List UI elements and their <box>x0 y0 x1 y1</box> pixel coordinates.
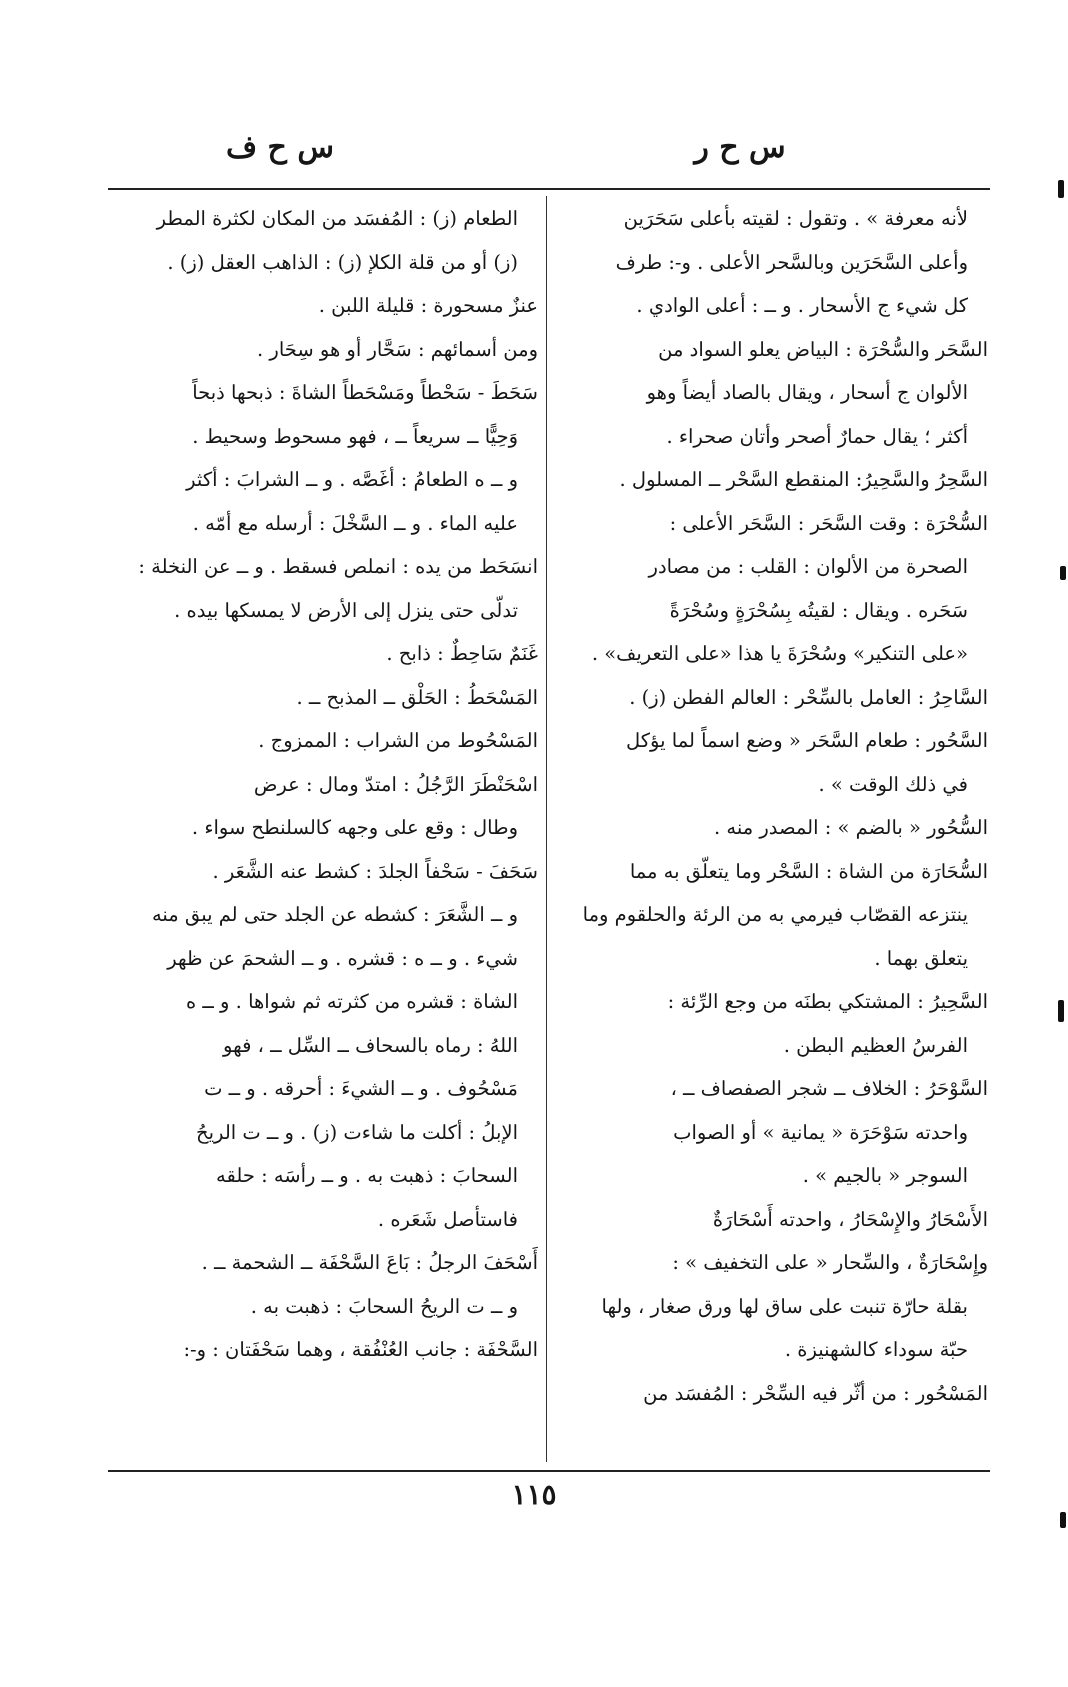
entry-line: أَسْحَفَ الرجلُ : بَاعَ السَّحْفَة ــ الشحمة ــ . <box>201 1251 538 1274</box>
entry-line: الطعام (ز) : المُفسَد من المكان لكثرة المطر <box>156 207 518 230</box>
entry-line: السَّحْفَة : جانب العُنْفُقة ، وهما سَحْفَتان : و-: <box>183 1338 538 1361</box>
entry-line: المَسْحُوط من الشراب : الممزوج . <box>258 729 538 752</box>
entry-line: وطال : وقع على وجهه كالسلنطح سواء . <box>191 816 518 839</box>
entry-line: السحابَ : ذهبت به . و ــ رأسَه : حلقه <box>216 1164 518 1187</box>
entry-line: السَّحُور : طعام السَّحَر « وضع اسماً لما يؤكل <box>626 729 988 752</box>
entry-line: السَّحَر والسُّحْرَة : البياض يعلو السواد من <box>658 337 988 361</box>
entry-line: الإبلُ : أكلت ما شاءت (ز) . و ــ ت الريحُ <box>196 1120 518 1144</box>
entry-line: و ــ ت الريحُ السحابَ : ذهبت به . <box>250 1294 518 1318</box>
margin-mark <box>1060 1512 1066 1528</box>
entry-line: (ز) أو من قلة الكلإ (ز) : الذاهب العقل (ز) . <box>167 250 518 274</box>
entry-line: الألوان ج أسحار ، ويقال بالصاد أيضاً وهو <box>646 381 968 404</box>
column-divider <box>546 196 547 1462</box>
entry-line: أكثر ؛ يقال حمارٌ أصحر وأتان صحراء . <box>666 424 968 448</box>
entry-line: شيء . و ــ ه : قشره . و ــ الشحمَ عن ظهر <box>167 946 518 970</box>
entry-line: «على التنكير» وسُحْرَةَ يا هذا «على التعريف» . <box>591 642 968 665</box>
entry-line: فاستأصل شَعَره . <box>377 1207 518 1231</box>
right-column <box>558 197 988 1459</box>
entry-line: السُّحْرَة : وقت السَّحَر : السَّحَر الأعلى : <box>669 511 988 535</box>
entry-line: حبّة سوداء كالشهنيزة . <box>784 1338 968 1361</box>
entry-line: الشاة : قشره من كثرته ثم شواها . و ــ ه <box>186 990 518 1013</box>
margin-mark <box>1060 566 1066 580</box>
entry-line: كل شيء ج الأسحار . و ــ : أعلى الوادي . <box>636 294 968 317</box>
entry-line: الفرسُ العظيم البطن . <box>783 1033 968 1057</box>
entry-line: يتعلق بهما . <box>874 946 968 970</box>
left-column-header: س ح ف <box>226 130 334 165</box>
entry-line: بقلة حارّة تنبت على ساق لها ورق صغار ، ولها <box>601 1294 968 1318</box>
entry-line: غَنَمٌ سَاحِطٌ : ذابح . <box>386 642 538 665</box>
entry-line: السَّوْحَرُ : الخلاف ــ شجر الصفصاف ــ ، <box>670 1077 988 1100</box>
entry-line: لأنه معرفة » . وتقول : لقيته بأعلى سَحَرَين <box>623 207 968 230</box>
entry-line: واحدته سَوْحَرَة « يمانية » أو الصواب <box>673 1120 968 1144</box>
entry-line: سَحَطَ - سَحْطاً ومَسْحَطاً الشاةَ : ذبحها ذبحاً <box>192 381 538 404</box>
margin-mark <box>1058 1000 1064 1022</box>
entry-line: السَّاحِرُ : العامل بالسِّحْر : العالم الفطن (ز) . <box>629 685 988 709</box>
entry-line: وَحِيًّا ــ سريعاً ــ ، فهو مسحوط وسحيط . <box>192 424 518 448</box>
margin-mark <box>1058 180 1064 198</box>
entry-line: المَسْحَطُ : الحَلْق ــ المذبح ــ . <box>296 685 538 709</box>
entry-line: السَّحِرُ والسَّحِيرُ: المنقطع السَّحْر ــ المسلول . <box>619 468 988 491</box>
top-rule <box>108 188 990 190</box>
entry-line: السُّحَارَة من الشاة : السَّحْر وما يتعلّق به مما <box>629 859 988 883</box>
bottom-rule <box>108 1470 990 1472</box>
entry-line: و ــ ه الطعامُ : أغَصَّه . و ــ الشرابَ : أكثر <box>186 468 518 491</box>
entry-line: سَحَفَ - سَحْفاً الجلدَ : كشط عنه الشَّعَر . <box>212 859 538 883</box>
entry-line: عنزٌ مسحورة : قليلة اللبن . <box>318 294 538 317</box>
entry-line: المَسْحُور : من أثّر فيه السِّحْر : المُفسَد من <box>643 1381 988 1405</box>
left-column <box>110 197 538 1459</box>
entry-line: اسْحَنْطَرَ الرَّجُلُ : امتدّ ومال : عرض <box>253 772 538 796</box>
entry-line: السَّحِيرُ : المشتكي بطنَه من وجع الرِّئة : <box>667 990 988 1013</box>
entry-line: مَسْحُوف . و ــ الشيءَ : أحرقه . و ــ ت <box>204 1077 518 1100</box>
entry-line: الصحرة من الألوان : القلب : من مصادر <box>648 555 968 578</box>
entry-line: تدلّى حتى ينزل إلى الأرض لا يمسكها بيده . <box>174 598 518 622</box>
entry-line: انسَحَط من يده : انملص فسقط . و ــ عن النخلة : <box>138 555 538 578</box>
entry-line: عليه الماء . و ــ السَّخْلَ : أرسله مع أمّه . <box>192 511 518 535</box>
right-column-header: س ح ر <box>694 130 786 165</box>
entry-line: وإِسْحَارَةٌ ، والسِّحار « على التخفيف » : <box>672 1251 988 1274</box>
page-number: ١١٥ <box>511 1478 557 1511</box>
entry-line: وأعلى السَّحَرَين وبالسَّحر الأعلى . و-: طرف <box>615 250 968 274</box>
entry-line: في ذلك الوقت » . <box>818 772 968 796</box>
entry-line: السوجر « بالجيم » . <box>802 1164 968 1187</box>
entry-line: سَحَره . ويقال : لقيتُه بِسُحْرَةٍ وسُحْرَةً <box>669 598 968 622</box>
entry-line: ومن أسمائهم : سَحَّار أو هو سِحَار . <box>257 337 538 361</box>
entry-line: ينتزعه القصّاب فيرمي به من الرئة والحلقوم وما <box>582 903 968 926</box>
entry-line: و ــ الشَّعَرَ : كشطه عن الجلد حتى لم يبق منه <box>151 903 518 926</box>
entry-line: السُّحُور « بالضم » : المصدر منه . <box>713 816 988 839</box>
entry-line: اللهُ : رماه بالسحاف ــ السِّل ــ ، فهو <box>223 1033 518 1057</box>
entry-line: الأَسْحَارُ والإِسْحَارُ ، واحدته أَسْحَارَةٌ <box>712 1207 988 1231</box>
